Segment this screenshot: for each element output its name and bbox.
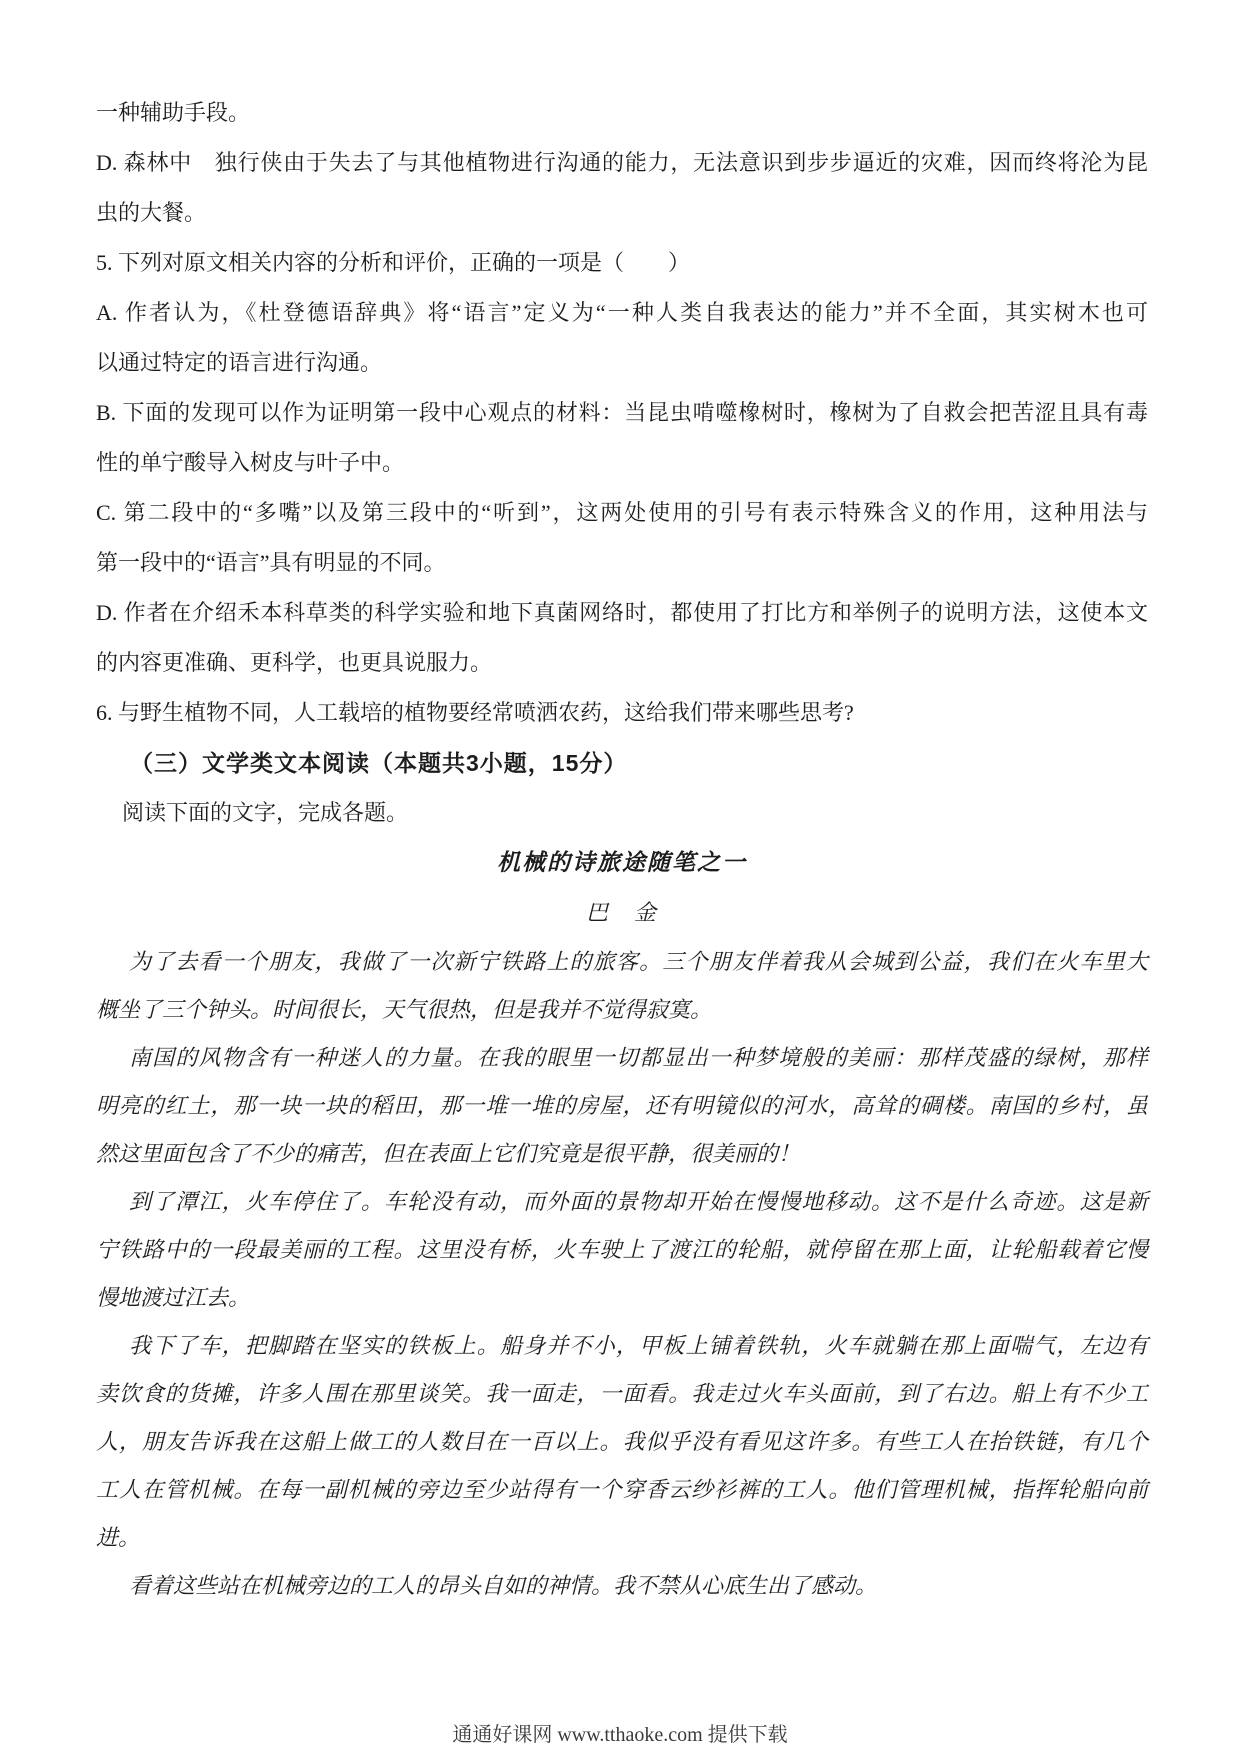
passage-line: 概坐了三个钟头。时间很长，天气很热，但是我并不觉得寂寞。 (96, 997, 713, 1022)
passage-line: 然这里面包含了不少的痛苦，但在表面上它们究竟是很平静，很美丽的！ (96, 1141, 801, 1166)
question-section (96, 88, 1148, 738)
question-line: 第一段中的“语言”具有明显的不同。 (96, 550, 446, 575)
passage-line: 看着这些站在机械旁边的工人的昂头自如的神情。我不禁从心底生出了感动。 (129, 1573, 878, 1598)
question-line: A. 作者认为，《杜登德语辞典》将“语言”定义为“一种人类自我表达的能力”并不全面，其实树木也可 (96, 300, 1148, 325)
passage-body (96, 938, 1148, 1610)
passage-line: 卖饮食的货摊，许多人围在那里谈笑。我一面走，一面看。我走过火车头面前，到了右边。船上有不少工 (96, 1381, 1148, 1406)
question-line: 5. 下列对原文相关内容的分析和评价，正确的一项是（ ） (96, 250, 691, 275)
question-line: C. 第二段中的“多嘴”以及第三段中的“听到”，这两处使用的引号有表示特殊含义的作用，这种用法与 (96, 500, 1148, 525)
question-line: 一种辅助手段。 (96, 100, 251, 125)
question-line: 的内容更准确、更科学，也更具说服力。 (96, 650, 493, 675)
question-line: 性的单宁酸导入树皮与叶子中。 (96, 450, 405, 475)
passage-line: 工人在管机械。在每一副机械的旁边至少站得有一个穿香云纱衫裤的工人。他们管理机械，指挥轮船向前 (96, 1477, 1148, 1502)
passage-line: 慢地渡过江去。 (96, 1285, 251, 1310)
question-line: B. 下面的发现可以作为证明第一段中心观点的材料：当昆虫啃噬橡树时，橡树为了自救会把苦涩且具有毒 (96, 400, 1148, 425)
question-line: 虫的大餐。 (96, 200, 207, 225)
footer-text: 通通好课网 www.tthaoke.com 提供下载 (452, 1724, 788, 1746)
section-heading: （三）文学类文本阅读（本题共3小题，15分） (130, 750, 628, 776)
passage-line: 到了潭江，火车停住了。车轮没有动，而外面的景物却开始在慢慢地移动。这不是什么奇迹。这是新 (129, 1189, 1148, 1214)
question-line: 以通过特定的语言进行沟通。 (96, 350, 383, 375)
page-footer (0, 1722, 1240, 1748)
passage-title: 机械的诗旅途随笔之一 (497, 850, 747, 875)
passage-line: 明亮的红土，那一块一块的稻田，那一堆一堆的房屋，还有明镜似的河水，高耸的碉楼。南国的乡村，虽 (96, 1093, 1148, 1118)
passage-line: 为了去看一个朋友，我做了一次新宁铁路上的旅客。三个朋友伴着我从会城到公益，我们在火车里大 (129, 949, 1148, 974)
passage-line: 南国的风物含有一种迷人的力量。在我的眼里一切都显出一种梦境般的美丽：那样茂盛的绿树，那样 (129, 1045, 1148, 1070)
passage-author: 巴 金 (585, 900, 658, 925)
passage-line: 我下了车，把脚踏在坚实的铁板上。船身并不小，甲板上铺着铁轨，火车就躺在那上面喘气，左边有 (129, 1333, 1148, 1358)
passage-line: 进。 (96, 1525, 141, 1550)
passage-line: 人，朋友告诉我在这船上做工的人数目在一百以上。我似乎没有看见这许多。有些工人在抬铁链，有几个 (96, 1429, 1148, 1454)
reading-instruction: 阅读下面的文字，完成各题。 (122, 800, 409, 825)
question-line: D. 森林中 独行侠由于失去了与其他植物进行沟通的能力，无法意识到步步逼近的灾难，因而终将沦为昆 (96, 150, 1148, 175)
passage-line: 宁铁路中的一段最美丽的工程。这里没有桥，火车驶上了渡江的轮船，就停留在那上面，让轮船载着它慢 (96, 1237, 1148, 1262)
question-line: D. 作者在介绍禾本科草类的科学实验和地下真菌网络时，都使用了打比方和举例子的说明方法，这使本文 (96, 600, 1148, 625)
question-line: 6. 与野生植物不同，人工载培的植物要经常喷洒农药，这给我们带来哪些思考? (96, 700, 854, 725)
